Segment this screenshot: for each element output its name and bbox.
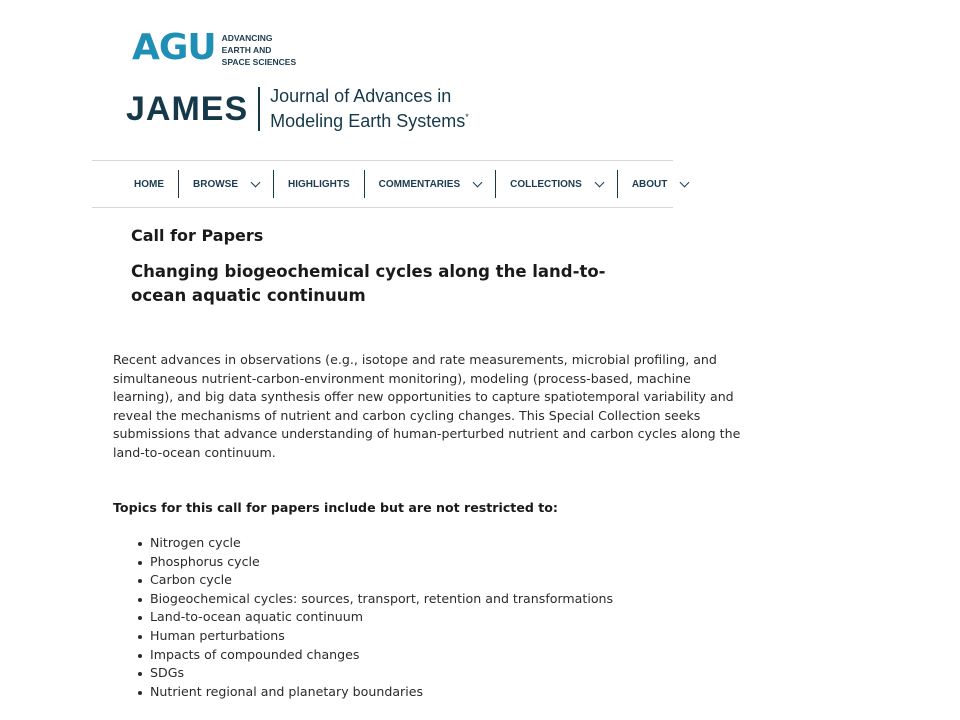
journal-full-name [270,86,469,132]
list-item: Human perturbations [136,627,613,646]
body-paragraph: Recent advances in observations (e.g., isotope and rate measurements, microbial profiling, and simultaneous nutrient-carbon-environment monitoring), modeling (process-based, machine learning), and big data synthesis offer new opportunities to capture spatiotemporal variability and reveal the mechanisms of nutrient and carbon cycling changes. This Special Collection seeks submissions that advance understanding of human-perturbed nutrient and carbon cycles along the land-to-ocean continuum. [113,352,741,460]
chevron-down-icon [594,177,604,187]
chevron-down-icon [251,177,261,187]
journal-acronym: JAMES [126,90,249,128]
nav-collections-label: COLLECTIONS [510,178,582,190]
nav-commentaries-label: COMMENTARIES [378,178,461,190]
journal-logo[interactable] [126,86,469,132]
list-item: SDGs [136,664,613,683]
agu-tagline [222,32,296,68]
agu-logo-mark: AGU [132,27,216,68]
topics-list [136,534,613,701]
nav-collections[interactable] [496,170,618,198]
journal-name-line2: Modeling Earth Systems [270,111,466,131]
agu-logo[interactable] [132,27,297,68]
agu-tagline-line: ADVANCING [221,33,273,43]
journal-name-line1: Journal of Advances in [270,86,452,106]
nav-about[interactable] [618,170,703,198]
main-nav [92,160,673,208]
chevron-down-icon [680,177,690,187]
list-item: Phosphorus cycle [136,553,613,572]
list-item: Nutrient regional and planetary boundaries [136,683,613,702]
agu-tagline-line: EARTH AND [221,45,272,55]
page-title: Changing biogeochemical cycles along the land-to-ocean aquatic continuum [131,262,606,305]
agu-tagline-line: SPACE SCIENCES [221,57,297,67]
nav-commentaries[interactable] [365,170,496,198]
registered-mark: * [465,112,469,122]
nav-highlights[interactable] [274,170,365,198]
page-eyebrow: Call for Papers [131,226,264,245]
nav-home[interactable] [92,170,179,198]
list-item: Carbon cycle [136,571,613,590]
list-item: Impacts of compounded changes [136,646,613,665]
list-item: Land-to-ocean aquatic continuum [136,608,613,627]
nav-browse[interactable] [179,170,274,198]
list-item: Nitrogen cycle [136,534,613,553]
chevron-down-icon [473,177,483,187]
logo-divider [258,87,260,131]
nav-browse-label: BROWSE [193,178,238,190]
nav-highlights-label: HIGHLIGHTS [288,178,350,190]
topics-heading: Topics for this call for papers include but are not restricted to: [113,500,558,515]
list-item: Biogeochemical cycles: sources, transport, retention and transformations [136,590,613,609]
nav-home-label: HOME [134,178,164,190]
nav-about-label: ABOUT [631,178,668,190]
